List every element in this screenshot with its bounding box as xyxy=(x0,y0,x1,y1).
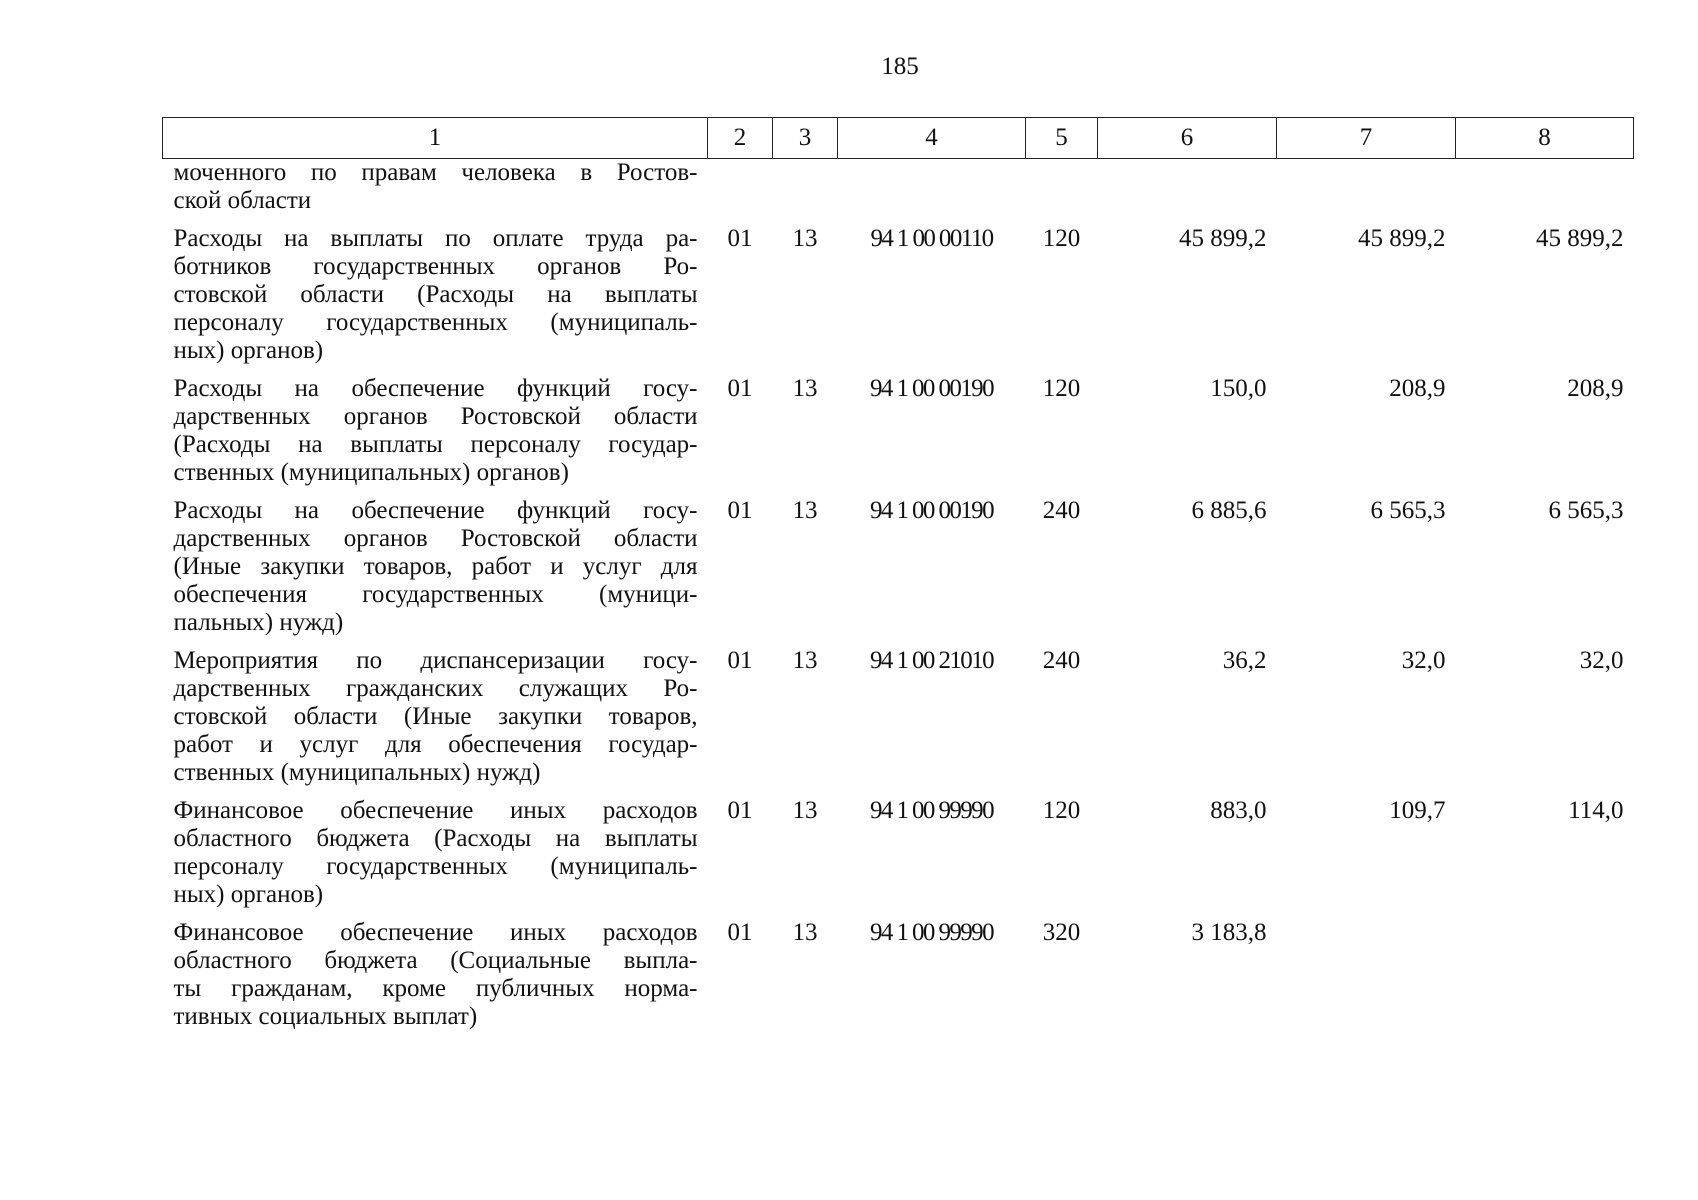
amount-cell: 32,0 xyxy=(1579,647,1624,674)
column-header: 6 xyxy=(1098,118,1277,159)
expense-name-cell xyxy=(163,159,708,226)
amount-cell: 3 183,8 xyxy=(1191,919,1267,946)
expense-name-line: дарственных органов Ростовской области xyxy=(173,525,698,552)
amount-cell: 114,0 xyxy=(1568,797,1624,824)
amount-cell: 6 565,3 xyxy=(1370,497,1446,524)
table-row xyxy=(163,375,1634,497)
amount-cell: 208,9 xyxy=(1567,375,1624,402)
expense-type-cell: 120 xyxy=(1042,225,1081,252)
expense-name-line: Расходы на обеспечение функций госу- xyxy=(173,497,698,524)
amount-cell: 45 899,2 xyxy=(1179,225,1267,252)
expense-name-line: персоналу государственных (муниципаль- xyxy=(173,309,698,336)
amount-cell xyxy=(1456,159,1634,226)
section-code-cell xyxy=(708,159,773,226)
section-code-cell: 01 xyxy=(727,919,753,946)
target-article-cell: 94 1 00 00110 xyxy=(870,225,993,252)
amount-cell: 883,0 xyxy=(1210,797,1267,824)
target-article-cell: 94 1 00 21010 xyxy=(870,647,993,674)
amount-cell xyxy=(1456,919,1634,1041)
target-article-cell: 94 1 00 00190 xyxy=(870,497,993,524)
target-article-cell: 94 1 00 99990 xyxy=(870,797,993,824)
column-header: 7 xyxy=(1277,118,1456,159)
subsection-code-cell: 13 xyxy=(792,375,818,402)
expense-name-line: Расходы на выплаты по оплате труда ра- xyxy=(173,225,698,252)
amount-cell xyxy=(1277,919,1456,1041)
expense-type-cell: 240 xyxy=(1042,497,1081,524)
expense-name-cell xyxy=(163,497,708,647)
table-body xyxy=(163,159,1634,1042)
expense-name-line: (Расходы на выплаты персоналу государ- xyxy=(173,431,698,458)
column-header: 3 xyxy=(773,118,838,159)
amount-cell xyxy=(1277,159,1456,226)
expense-name-line: пальных) нужд) xyxy=(173,609,344,636)
expense-name-line: ственных (муниципальных) органов) xyxy=(173,459,569,486)
subsection-code-cell: 13 xyxy=(792,919,818,946)
column-header: 1 xyxy=(163,118,708,159)
expense-type-cell: 240 xyxy=(1042,647,1081,674)
expense-type-cell: 120 xyxy=(1042,375,1081,402)
amount-cell: 6 565,3 xyxy=(1548,497,1624,524)
expense-name-line: стовской области (Иные закупки товаров, xyxy=(173,703,698,730)
target-article-cell: 94 1 00 99990 xyxy=(870,919,993,946)
subsection-code-cell: 13 xyxy=(792,225,818,252)
subsection-code-cell xyxy=(773,159,838,226)
expense-name-line: Расходы на обеспечение функций госу- xyxy=(173,375,698,402)
page-number: 185 xyxy=(881,53,919,80)
section-code-cell: 01 xyxy=(727,225,753,252)
expense-type-cell: 120 xyxy=(1042,797,1081,824)
expense-name-line: моченного по правам человека в Ростов- xyxy=(173,159,698,186)
expense-name-line: тивных социальных выплат) xyxy=(173,1003,478,1030)
subsection-code-cell: 13 xyxy=(792,647,818,674)
amount-cell: 45 899,2 xyxy=(1536,225,1624,252)
expense-name-line: (Иные закупки товаров, работ и услуг для xyxy=(173,553,698,580)
expense-name-cell xyxy=(163,647,708,797)
subsection-code-cell: 13 xyxy=(792,797,818,824)
table-row xyxy=(163,919,1634,1041)
expense-name-cell xyxy=(163,919,708,1041)
section-code-cell: 01 xyxy=(727,647,753,674)
amount-cell: 208,9 xyxy=(1389,375,1446,402)
expense-name-line: областного бюджета (Социальные выпла- xyxy=(173,947,698,974)
column-header: 8 xyxy=(1456,118,1634,159)
expense-name-line: работ и услуг для обеспечения государ- xyxy=(173,731,698,758)
expense-name-line: Мероприятия по диспансеризации госу- xyxy=(173,647,698,674)
table-row xyxy=(163,647,1634,797)
expense-name-line: ботников государственных органов Ро- xyxy=(173,253,698,280)
column-header: 5 xyxy=(1026,118,1098,159)
expense-name-line: областного бюджета (Расходы на выплаты xyxy=(173,825,698,852)
table-row xyxy=(163,797,1634,919)
table-row xyxy=(163,159,1634,226)
amount-cell: 150,0 xyxy=(1210,375,1267,402)
expense-name-line: дарственных гражданских служащих Ро- xyxy=(173,675,698,702)
expense-name-line: ты гражданам, кроме публичных норма- xyxy=(173,975,698,1002)
amount-cell: 32,0 xyxy=(1401,647,1446,674)
budget-table xyxy=(162,117,1634,1041)
expense-name-line: Финансовое обеспечение иных расходов xyxy=(173,919,698,946)
expense-name-line: ных) органов) xyxy=(173,881,324,908)
table-header-row xyxy=(163,118,1634,159)
table-row xyxy=(163,225,1634,375)
expense-name-cell xyxy=(163,375,708,497)
expense-name-cell xyxy=(163,225,708,375)
expense-name-line: ных) органов) xyxy=(173,337,324,364)
amount-cell: 36,2 xyxy=(1222,647,1267,674)
section-code-cell: 01 xyxy=(727,375,753,402)
amount-cell: 6 885,6 xyxy=(1191,497,1267,524)
expense-name-line: Финансовое обеспечение иных расходов xyxy=(173,797,698,824)
expense-type-cell xyxy=(1026,159,1098,226)
amount-cell xyxy=(1098,159,1277,226)
amount-cell: 109,7 xyxy=(1389,797,1446,824)
target-article-cell xyxy=(838,159,1026,226)
expense-name-line: ственных (муниципальных) нужд) xyxy=(173,759,541,786)
amount-cell: 45 899,2 xyxy=(1358,225,1446,252)
expense-name-line: персоналу государственных (муниципаль- xyxy=(173,853,698,880)
expense-type-cell: 320 xyxy=(1042,919,1081,946)
expense-name-line: стовской области (Расходы на выплаты xyxy=(173,281,698,308)
column-header: 2 xyxy=(708,118,773,159)
expense-name-line: обеспечения государственных (муници- xyxy=(173,581,698,608)
column-header: 4 xyxy=(838,118,1026,159)
expense-name-line: ской области xyxy=(173,187,312,214)
target-article-cell: 94 1 00 00190 xyxy=(870,375,993,402)
table-row xyxy=(163,497,1634,647)
section-code-cell: 01 xyxy=(727,797,753,824)
expense-name-line: дарственных органов Ростовской области xyxy=(173,403,698,430)
subsection-code-cell: 13 xyxy=(792,497,818,524)
expense-name-cell xyxy=(163,797,708,919)
section-code-cell: 01 xyxy=(727,497,753,524)
